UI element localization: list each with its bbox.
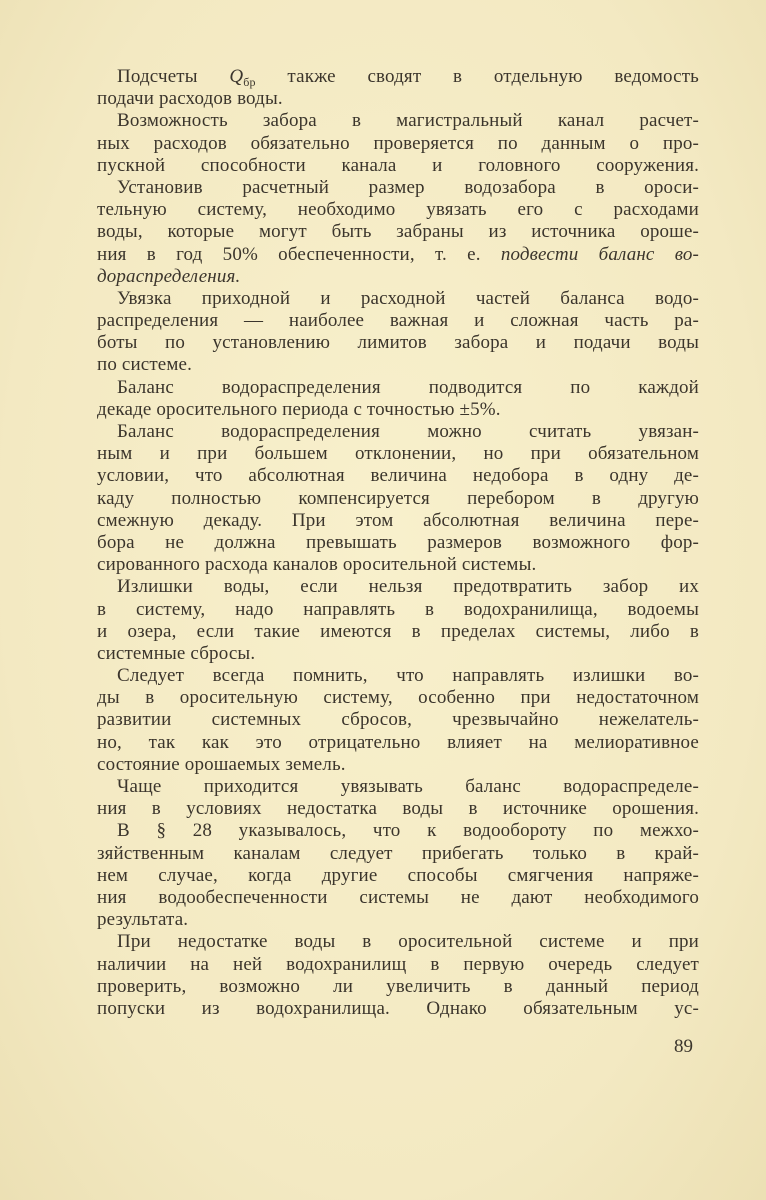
text-segment: условии, что абсолютная величина недобора в одну де- (97, 465, 699, 487)
text-line (97, 332, 699, 354)
text-segment: сированного расхода каналов оросительной системы. (97, 554, 537, 576)
text-segment: Возможность забора в магистральный канал расчет- (117, 110, 699, 132)
text-line (97, 798, 699, 820)
text-segment: зяйственным каналам следует прибегать только в край- (97, 842, 699, 864)
text-segment: ды в оросительную систему, особенно при недостаточном (97, 687, 699, 709)
text-line (97, 443, 699, 465)
text-line (97, 266, 699, 288)
text-line (97, 465, 699, 487)
text-segment: ным и при большем отклонении, но при обязательном (97, 443, 699, 465)
text-segment: попуски из водохранилища. Однако обязательным ус- (97, 997, 699, 1019)
text-line (97, 421, 699, 443)
text-segment: в систему, надо направлять в водохранилища, водоемы (97, 598, 699, 620)
text-segment: по системе. (97, 354, 193, 376)
text-line (97, 954, 699, 976)
text-segment: декаде оросительного периода с точностью ±5%. (97, 398, 501, 420)
text-line (97, 510, 699, 532)
italic-text: дораспределения. (97, 265, 241, 287)
text-line (97, 554, 699, 576)
text-line (97, 843, 699, 865)
text-segment: развитии системных сбросов, чрезвычайно нежелатель- (97, 709, 699, 731)
text-segment: и озера, если такие имеются в пределах системы, либо в (97, 620, 699, 642)
text-line (97, 399, 699, 421)
text-line (97, 754, 699, 776)
text-segment: состояние орошаемых земель. (97, 753, 346, 775)
text-segment: При недостатке воды в оросительной системе и при (117, 931, 699, 953)
text-line (97, 599, 699, 621)
text-segment: Установив расчетный размер водозабора в ороси- (117, 176, 699, 198)
subscript: бр (243, 75, 256, 89)
text-segment: результата. (97, 909, 189, 931)
text-segment: боты по установлению лимитов забора и подачи воды (97, 332, 699, 354)
text-segment: Чаще приходится увязывать баланс водораспределе- (117, 776, 699, 797)
text-segment: проверить, возможно ли увеличить в данный период (97, 975, 699, 997)
text-line (97, 709, 699, 731)
text-line (97, 488, 699, 510)
text-line (97, 576, 699, 598)
page-number: 89 (674, 1036, 693, 1057)
text-line (97, 244, 699, 266)
text-segment: Баланс водораспределения подводится по каждой (117, 376, 699, 398)
text-line (97, 865, 699, 887)
text-segment: Излишки воды, если нельзя предотвратить забор их (117, 576, 699, 598)
text-line (97, 133, 699, 155)
text-segment: ния в условиях недостатка воды в источнике орошения. (97, 798, 699, 820)
text-segment: распределения — наиболее важная и сложная часть ра- (97, 310, 699, 332)
text-segment: подачи расходов воды. (97, 88, 283, 110)
text-line (97, 177, 699, 199)
text-segment: Увязка приходной и расходной частей баланса водо- (117, 287, 699, 309)
text-line (97, 88, 699, 110)
text-segment: также сводят в отдельную ведомость (255, 66, 699, 87)
text-line (97, 732, 699, 754)
text-segment: Следует всегда помнить, что направлять излишки во- (117, 665, 699, 687)
text-segment: тельную систему, необходимо увязать его с расходами (97, 199, 699, 221)
text-segment: ния водообеспеченности системы не дают необходимого (97, 886, 699, 908)
text-segment: каду полностью компенсируется перебором в другую (97, 487, 699, 509)
text-line (97, 377, 699, 399)
italic-text: подвести баланс во- (500, 243, 699, 265)
text-segment: воды, которые могут быть забраны из источника ороше- (97, 221, 699, 243)
text-segment: В § 28 указывалось, что к водообороту по межхо- (117, 820, 699, 842)
body-text (97, 66, 699, 1020)
text-line (97, 687, 699, 709)
text-line (97, 665, 699, 687)
text-segment: нем случае, когда другие способы смягчения напряже- (97, 864, 699, 886)
text-line (97, 66, 699, 88)
text-segment: ния в год 50% обеспеченности, т. е. (97, 243, 501, 265)
text-line (97, 909, 699, 931)
text-line (97, 887, 699, 909)
text-segment: наличии на ней водохранилищ в первую очередь следует (97, 953, 699, 975)
text-segment: пускной способности канала и головного сооружения. (97, 154, 699, 176)
text-line (97, 110, 699, 132)
text-line (97, 998, 699, 1020)
text-segment: Баланс водораспределения можно считать увязан- (117, 421, 699, 442)
text-line (97, 310, 699, 332)
text-line (97, 532, 699, 554)
text-line (97, 155, 699, 177)
text-line (97, 643, 699, 665)
text-line (97, 776, 699, 798)
text-line (97, 621, 699, 643)
text-segment: смежную декаду. При этом абсолютная величина пере- (97, 509, 699, 531)
text-line (97, 931, 699, 953)
text-line (97, 820, 699, 842)
text-line (97, 976, 699, 998)
text-segment: ных расходов обязательно проверяется по данным о про- (97, 132, 699, 154)
text-segment: бора не должна превышать размеров возможного фор- (97, 531, 699, 553)
text-line (97, 221, 699, 243)
text-line (97, 199, 699, 221)
text-segment: но, так как это отрицательно влияет на мелиоративное (97, 731, 699, 753)
text-segment: Подсчеты (117, 66, 230, 87)
text-line (97, 354, 699, 376)
italic-text: Q (229, 66, 244, 87)
text-segment: системные сбросы. (97, 642, 256, 664)
text-line (97, 288, 699, 310)
